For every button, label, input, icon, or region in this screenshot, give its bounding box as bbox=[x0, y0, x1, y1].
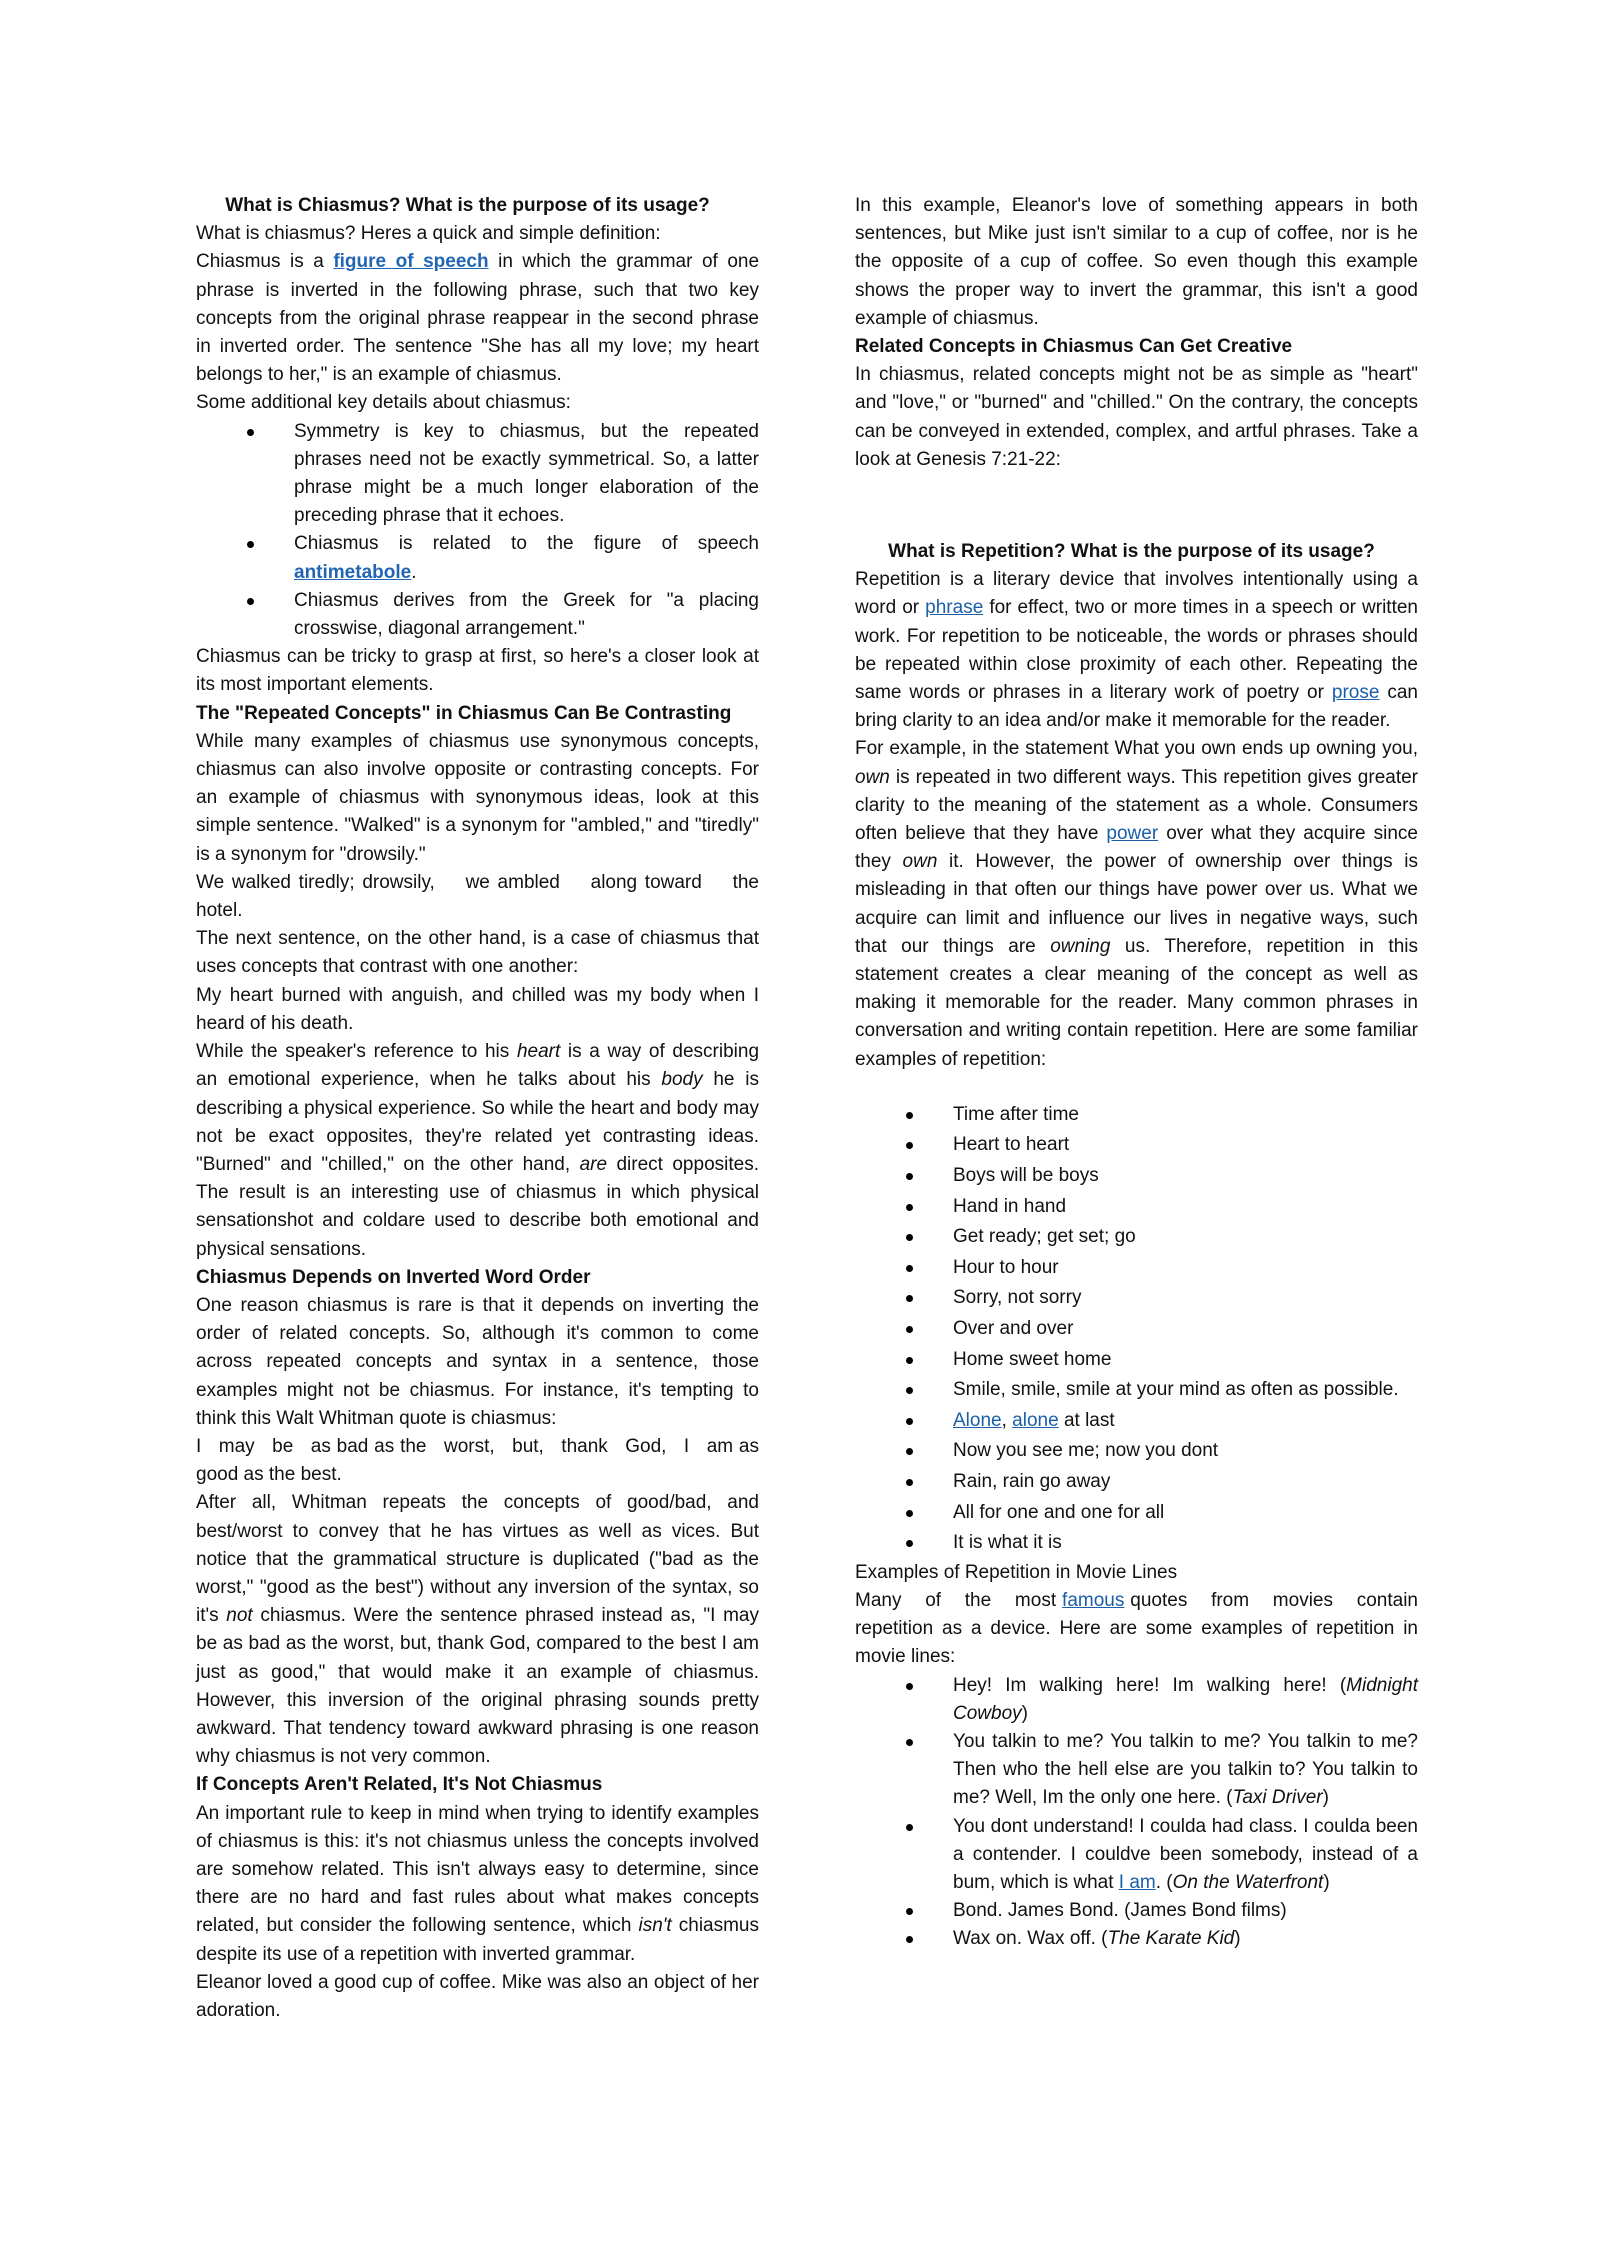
emphasis-are: are bbox=[579, 1153, 608, 1175]
text-run: . ( bbox=[1155, 1872, 1173, 1894]
emphasis-not: not bbox=[226, 1605, 253, 1627]
text-run: direct opposites. The result is an interesting use of chiasmus in which physical sensationshot and coldare used to describe both emotional and physical sensations. bbox=[196, 1153, 759, 1260]
alone-link-2[interactable]: alone bbox=[1012, 1409, 1059, 1431]
text-run: chiasmus. Were the sentence phrased instead as, "I may be as bad as the worst, but, thank God, compared to the best I am just as good," that would make it an example of chiasmus. However, this inversion of the original phrasing sounds pretty awkward. That tendency toward awkward phrasing is one reason why chiasmus is not very common. bbox=[196, 1605, 759, 1768]
list-item: Symmetry is key to chiasmus, but the repeated phrases need not be exactly symmetrical. So, a latter phrase might be a much longer elaboration of the preceding phrase that it echoes. bbox=[196, 418, 759, 531]
text-run: at last bbox=[1058, 1409, 1115, 1431]
list-item bbox=[855, 1406, 1418, 1437]
power-link[interactable]: power bbox=[1106, 823, 1159, 845]
emphasis-isnt: isn't bbox=[638, 1915, 672, 1937]
emphasis-heart: heart bbox=[516, 1041, 561, 1063]
list-item: Now you see me; now you dont bbox=[855, 1436, 1418, 1467]
text-run: Repetition is a literary device that involves intentionally using a word or bbox=[855, 569, 1418, 619]
text-run: ) bbox=[1021, 1702, 1028, 1724]
alone-link[interactable]: Alone bbox=[953, 1409, 1002, 1431]
list-item: Time after time bbox=[855, 1100, 1418, 1131]
example-heart: My heart burned with anguish, and chilled was my body when I heard of his death. bbox=[196, 984, 759, 1034]
list-item bbox=[855, 1813, 1418, 1898]
repetition-definition bbox=[855, 566, 1418, 735]
text-run: chiasmus despite its use of a repetition with inverted grammar. bbox=[196, 1915, 759, 1965]
film-title: Taxi Driver bbox=[1232, 1787, 1323, 1809]
subheading-creative: Related Concepts in Chiasmus Can Get Creative bbox=[855, 336, 1293, 358]
film-title: The Karate Kid bbox=[1107, 1928, 1235, 1950]
movie-intro-paragraph bbox=[855, 1587, 1424, 1672]
text-run: Many of the most bbox=[855, 1590, 1063, 1611]
list-item: Sorry, not sorry bbox=[855, 1283, 1418, 1314]
text-run: While the speaker's reference to his bbox=[196, 1041, 517, 1063]
example-whitman: I may be as bad as the worst, but, thank God, I am as good as the best. bbox=[196, 1435, 765, 1486]
example-walked: We walked tiredly; drowsily, we ambled along toward the hotel. bbox=[196, 871, 765, 922]
text-run: he is describing a physical experience. So while the heart and body may not be exact opposites, they're related yet contrasting ideas. "Burned" and "chilled," on the other hand, bbox=[196, 1069, 759, 1175]
list-item bbox=[855, 1672, 1418, 1728]
i-am-link[interactable]: I am bbox=[1118, 1872, 1156, 1894]
movie-quotes-list bbox=[855, 1672, 1418, 1954]
heart-body-paragraph bbox=[196, 1038, 759, 1264]
text-run: quotes from movies contain repetition as a device. Here are some examples of repetition in movie lines: bbox=[855, 1590, 1424, 1668]
list-item: It is what it is bbox=[855, 1528, 1418, 1559]
list-item bbox=[855, 1925, 1418, 1953]
list-item: Home sweet home bbox=[855, 1345, 1418, 1376]
bullet2-pre: Chiasmus is related to the figure of speech bbox=[294, 533, 759, 555]
synonym-paragraph: While many examples of chiasmus use synonymous concepts, chiasmus can also involve opposite or contrasting concepts. For an example of chiasmus with synonymous ideas, look at this simple sentence. "Walked" is a synonym for "ambled," and "tiredly" is a synonym for "drowsily." bbox=[196, 730, 759, 865]
text-run: over what they acquire since they bbox=[855, 823, 1418, 873]
definition-paragraph bbox=[196, 248, 759, 389]
text-run: is repeated in two different ways. This repetition gives greater clarity to the meaning of the statement as a whole. Consumers often believe that they have bbox=[855, 766, 1418, 845]
list-item: Heart to heart bbox=[855, 1130, 1418, 1161]
contrast-paragraph: The next sentence, on the other hand, is a case of chiasmus that uses concepts that contrast with one another: bbox=[196, 928, 759, 978]
prose-link[interactable]: prose bbox=[1331, 682, 1380, 704]
list-item: Get ready; get set; go bbox=[855, 1222, 1418, 1253]
subheading-not-related: If Concepts Aren't Related, It's Not Chiasmus bbox=[196, 1774, 603, 1796]
list-item: Bond. James Bond. (James Bond films) bbox=[855, 1897, 1418, 1925]
phrase-link[interactable]: phrase bbox=[925, 597, 984, 619]
spacer bbox=[855, 474, 1418, 538]
text-run: For example, in the statement What you own ends up owning you, bbox=[855, 738, 1418, 760]
emphasis-body: body bbox=[661, 1069, 703, 1091]
film-title: Midnight Cowboy bbox=[953, 1674, 1418, 1724]
repetition-examples-list bbox=[855, 1100, 1418, 1559]
whitman-paragraph bbox=[196, 1489, 759, 1771]
repetition-heading: What is Repetition? What is the purpose of its usage? bbox=[888, 541, 1375, 563]
text-run: Hey! Im walking here! Im walking here! ( bbox=[953, 1674, 1347, 1696]
emphasis-owning: owning bbox=[1050, 935, 1111, 957]
rule-paragraph bbox=[196, 1800, 759, 1969]
subheading-inverted-order: Chiasmus Depends on Inverted Word Order bbox=[196, 1266, 591, 1288]
example-eleanor: Eleanor loved a good cup of coffee. Mike was also an object of her adoration. bbox=[196, 1971, 759, 2021]
tricky-paragraph: Chiasmus can be tricky to grasp at first, so here's a closer look at its most important elements. bbox=[196, 646, 759, 696]
subheading-contrasting: The "Repeated Concepts" in Chiasmus Can Be Contrasting bbox=[196, 702, 732, 724]
creative-paragraph: In chiasmus, related concepts might not be as simple as "heart" and "love," or "burned" and "chilled." On the contrary, the concepts can be conveyed in extended, complex, and artful phrases. Take a look at Genesis 7:21-22: bbox=[855, 364, 1418, 470]
text-run: You talkin to me? You talkin to me? You talkin to me? Then who the hell else are you talkin to? You talkin to me? Well, Im the only one here. ( bbox=[953, 1731, 1418, 1809]
film-title: On the Waterfront bbox=[1172, 1872, 1324, 1894]
intro-line: What is chiasmus? Heres a quick and simple definition: bbox=[196, 223, 661, 245]
text-run: ) bbox=[1323, 1872, 1330, 1894]
emphasis-own: own bbox=[855, 766, 890, 788]
def-post: in which the grammar of one phrase is inverted in the following phrase, such that two key concepts from the original phrase reappear in the second phrase in inverted order. The sentence "She has all my love; my heart belongs to her," is an example of chiasmus. bbox=[196, 251, 760, 386]
list-item bbox=[196, 530, 759, 586]
text-run: can bring clarity to an idea and/or make it memorable for the reader. bbox=[855, 682, 1418, 732]
eleanor-paragraph: In this example, Eleanor's love of something appears in both sentences, but Mike just isn't similar to a cup of coffee, nor is he the opposite of a cup of coffee. So even though this example shows the proper way to invert the grammar, this isn't a good example of chiasmus. bbox=[855, 195, 1418, 329]
famous-link[interactable]: famous bbox=[1062, 1590, 1125, 1611]
text-run: ) bbox=[1234, 1928, 1241, 1950]
details-list bbox=[196, 418, 759, 644]
chiasmus-heading: What is Chiasmus? What is the purpose of its usage? bbox=[225, 195, 710, 216]
bullet2-post: . bbox=[411, 561, 417, 583]
text-run: After all, Whitman repeats the concepts of good/bad, and best/worst to convey that he has virtues as well as vices. But notice that the grammatical structure is duplicated ("bad as the worst," "good as the best") without any inversion of the syntax, so it's bbox=[196, 1492, 759, 1627]
list-item: Hand in hand bbox=[855, 1192, 1418, 1223]
text-run: us. Therefore, repetition in this statement creates a clear meaning of the concept as well as making it memorable for the reader. Many common phrases in conversation and writing contain repetition. Here are some familiar examples of repetition: bbox=[855, 935, 1418, 1070]
text-run: Wax on. Wax off. ( bbox=[953, 1928, 1108, 1950]
list-item: Hour to hour bbox=[855, 1253, 1418, 1284]
text-run: ) bbox=[1322, 1787, 1329, 1809]
emphasis-own: own bbox=[902, 851, 938, 873]
list-item: Over and over bbox=[855, 1314, 1418, 1345]
list-item: Rain, rain go away bbox=[855, 1467, 1418, 1498]
text-run: , bbox=[1001, 1409, 1013, 1431]
def-pre: Chiasmus is a bbox=[196, 251, 324, 273]
list-item: Chiasmus derives from the Greek for "a placing crosswise, diagonal arrangement." bbox=[196, 587, 759, 643]
text-run: You dont understand! I coulda had class. I coulda been a contender. I couldve been somebody, instead of a bum, which is what bbox=[953, 1815, 1418, 1894]
right-column bbox=[855, 192, 1424, 1954]
text-run: it. However, the power of ownership over things is misleading in that often our things have power over us. What we acquire can limit and influence our lives in negative ways, such that our things are bbox=[855, 851, 1418, 957]
list-item: Boys will be boys bbox=[855, 1161, 1418, 1192]
text-run: for effect, two or more times in a speech or written work. For repetition to be noticeable, the words or phrases should be repeated within close proximity of each other. Repeating the same words or phrases in a literary work of poetry or bbox=[855, 597, 1418, 704]
antimetabole-link[interactable]: antimetabole bbox=[294, 561, 412, 583]
movie-heading: Examples of Repetition in Movie Lines bbox=[855, 1561, 1178, 1583]
list-item: Smile, smile, smile at your mind as often as possible. bbox=[855, 1375, 1418, 1406]
list-item bbox=[855, 1728, 1418, 1813]
text-run: is a way of describing an emotional experience, when he talks about his bbox=[196, 1041, 760, 1091]
ownership-paragraph bbox=[855, 735, 1418, 1073]
list-item: All for one and one for all bbox=[855, 1498, 1418, 1529]
details-intro: Some additional key details about chiasmus: bbox=[196, 392, 571, 414]
spacer bbox=[855, 1074, 1418, 1100]
inverted-order-paragraph: One reason chiasmus is rare is that it depends on inverting the order of related concepts. So, although it's common to come across repeated concepts and syntax in a sentence, those examples might not be chiasmus. For instance, it's tempting to think this Walt Whitman quote is chiasmus: bbox=[196, 1294, 759, 1429]
figure-of-speech-link[interactable]: figure of speech bbox=[333, 251, 489, 273]
text-run: An important rule to keep in mind when trying to identify examples of chiasmus is this: it's not chiasmus unless the concepts involved are somehow related. This isn't always easy to determine, since there are no hard and fast rules about what makes concepts related, but consider the following sentence, which bbox=[196, 1802, 759, 1937]
left-column bbox=[196, 192, 765, 2025]
